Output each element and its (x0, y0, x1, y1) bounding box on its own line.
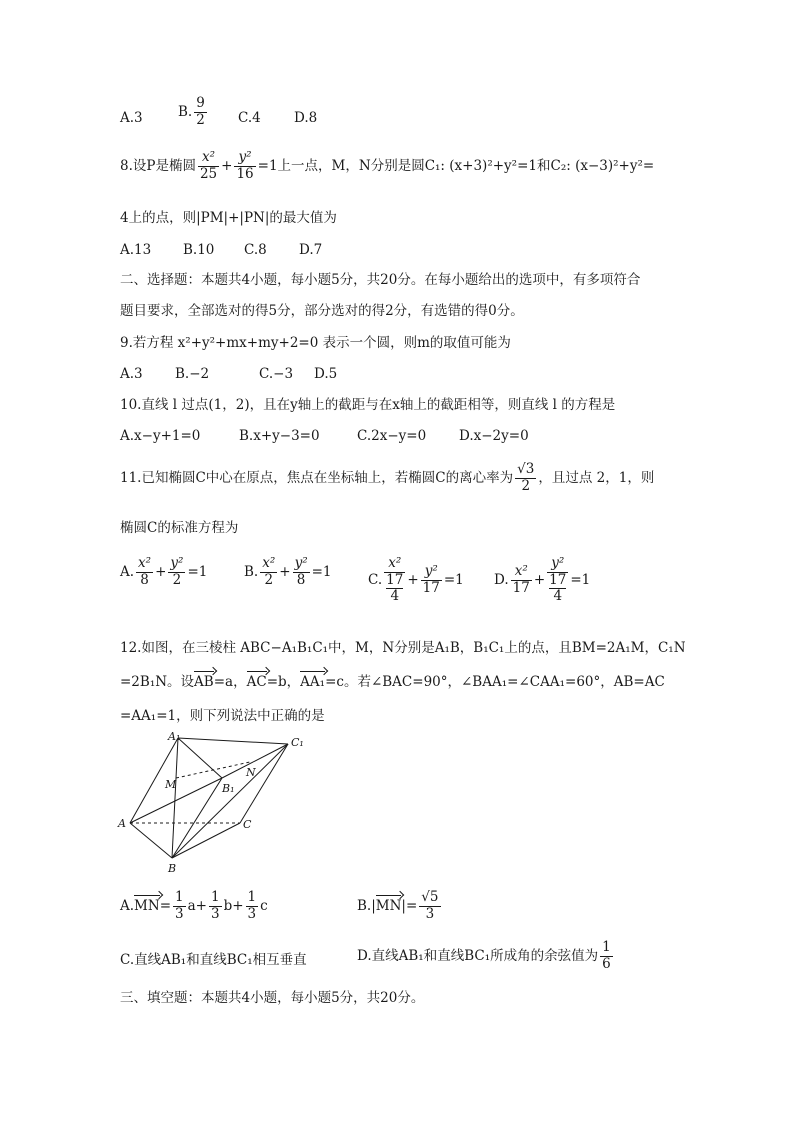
q11-option-d: D. $\frac{\text{x²}}{17}$ + y² 17 4 =1 (494, 555, 591, 605)
q12-stem-line2: =2B₁N。设AB=a，AC=b，AA₁=c。若∠BAC=90°，∠BAA₁=∠CAA₁=60°，AB=AC (120, 674, 665, 690)
q9-option-a: A.3 (120, 366, 143, 382)
q11-option-b: B. $\frac{\text{x²}}{2}$ + $\frac{\text{y²}}{8}$ =1 (244, 555, 332, 588)
vector-ac: AC (246, 674, 267, 690)
q10-option-b: B.x+y−3=0 (239, 428, 320, 444)
q12-option-c: C.直线AB₁和直线BC₁相互垂直 (120, 952, 307, 968)
q11-option-c: C. x² 17 4 + $\frac{\text{y²}}{17}$ =1 (368, 555, 464, 605)
q12-stem: 12.如图，在三棱柱 ABC−A₁B₁C₁中，M，N分别是A₁B，B₁C₁上的点，且BM=2A₁M，C₁N (120, 640, 686, 656)
q10-option-c: C.2x−y=0 (357, 428, 427, 444)
q10-stem: 10.直线 l 过点(1，2)，且在y轴上的截距与在x轴上的截距相等，则直线 l 的方程是 (120, 397, 616, 413)
q7-option-d: D.8 (294, 110, 318, 126)
q12-option-b: B.|MN|= $\frac{√5}{3}$ (357, 889, 439, 922)
q7-option-a: A.3 (120, 110, 143, 126)
q12-stem-line3: =AA₁=1，则下列说法中正确的是 (120, 708, 325, 724)
section2-heading: 二、选择题：本题共4小题，每小题5分，共20分。在每小题给出的选项中，有多项符合 (120, 272, 641, 288)
q9-option-d: D.5 (314, 366, 338, 382)
label-b: B (168, 862, 177, 875)
q8-option-b: B.10 (183, 242, 215, 258)
q9-stem: 9.若方程 x²+y²+mx+my+2=0 表示一个圆，则m的取值可能为 (120, 335, 511, 351)
q11-stem: 11.已知椭圆C中心在原点，焦点在坐标轴上，若椭圆C的离心率为 $\frac{√3}{2}$ ，且过点 2，1，则 (120, 461, 655, 494)
prism-figure (110, 728, 320, 878)
q7-option-c: C.4 (238, 110, 261, 126)
label-c: C (243, 818, 252, 831)
q8-stem-line2: 4上的点，则|PM|+|PN|的最大值为 (120, 210, 337, 226)
q8-option-c: C.8 (244, 242, 267, 258)
q12-option-d: D.直线AB₁和直线BC₁所成角的余弦值为 $\frac{1}{6}$ (357, 939, 611, 972)
q8-option-d: D.7 (299, 242, 323, 258)
label-c1: C₁ (291, 736, 304, 749)
q11-stem-line2: 椭圆C的标准方程为 (120, 520, 239, 536)
q10-option-a: A.x−y+1=0 (120, 428, 201, 444)
q9-option-c: C.−3 (259, 366, 294, 382)
q8-stem: 8.设P是椭圆 $\frac{\text{x²}}{25}$ + $\frac{\text{y²}}{16}$ =1上一点，M，N分别是圆C₁: (x+3)²+y²=1和C₂: (x−3)²+y²= (120, 149, 655, 182)
q10-option-d: D.x−2y=0 (459, 428, 529, 444)
q8-option-a: A.13 (120, 242, 152, 258)
q7-option-b: B. $\frac{9}{2}$ (178, 95, 205, 128)
section3-heading: 三、填空题：本题共4小题，每小题5分，共20分。 (120, 990, 425, 1006)
label-n: N (246, 766, 256, 779)
label-b1: B₁ (222, 782, 235, 795)
label-a: A (118, 817, 126, 830)
q9-option-b: B.−2 (175, 366, 210, 382)
label-m: M (165, 778, 177, 791)
section2-heading-line2: 题目要求，全部选对的得5分，部分选对的得2分，有选错的得0分。 (120, 303, 524, 319)
vector-ab: AB (194, 674, 214, 690)
vector-aa1: AA₁ (300, 674, 326, 690)
q11-option-a: A. $\frac{\text{x²}}{8}$ + $\frac{\text{y²}}{2}$ =1 (120, 555, 208, 588)
q12-option-a: A.MN= $\frac{1}{3}$ a+ $\frac{1}{3}$ b+ $\frac{1}{3}$ c (120, 889, 268, 922)
label-a1: A₁ (168, 730, 181, 743)
